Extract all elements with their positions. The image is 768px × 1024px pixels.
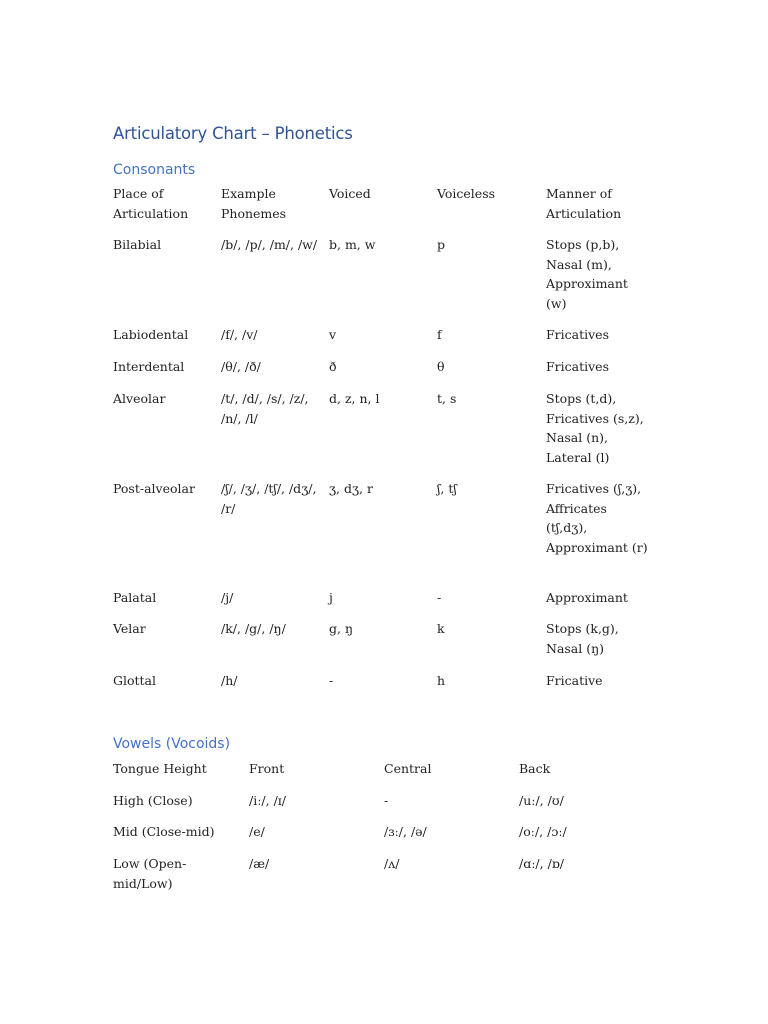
- header-manner: Manner of Articulation: [546, 186, 622, 221]
- vowels-heading: Vowels (Vocoids): [113, 736, 231, 752]
- header-back: Back: [519, 761, 551, 776]
- header-place: Place of Articulation: [113, 186, 189, 221]
- manner-cell: Fricatives: [546, 327, 609, 342]
- front-cell: /æ/: [249, 856, 270, 871]
- header-voiced: Voiced: [329, 186, 371, 201]
- phonemes-cell: /t/, /d/, /s/, /z/, /n/, /l/: [221, 391, 309, 426]
- voiced-cell: g, ŋ: [329, 621, 353, 636]
- front-cell: /iː/, /ɪ/: [249, 793, 286, 808]
- phonemes-cell: /b/, /p/, /m/, /w/: [221, 237, 318, 252]
- back-cell: /oː/, /ɔː/: [519, 824, 567, 839]
- voiced-cell: ʒ, dʒ, r: [329, 481, 373, 496]
- central-cell: /ʌ/: [384, 856, 400, 871]
- manner-cell: Fricatives: [546, 359, 609, 374]
- voiced-cell: j: [329, 590, 333, 605]
- place-cell: Alveolar: [113, 391, 166, 406]
- voiceless-cell: p: [437, 237, 446, 252]
- manner-cell: Fricative: [546, 673, 603, 688]
- page-title: Articulatory Chart – Phonetics: [113, 124, 353, 143]
- voiced-cell: ð: [329, 359, 337, 374]
- back-cell: /ɑː/, /ɒ/: [519, 856, 565, 871]
- place-cell: Interdental: [113, 359, 185, 374]
- phonemes-cell: /h/: [221, 673, 238, 688]
- header-voiceless: Voiceless: [437, 186, 496, 201]
- central-cell: -: [384, 793, 389, 808]
- phonemes-cell: /j/: [221, 590, 234, 605]
- height-cell: Low (Open-mid/Low): [113, 856, 187, 891]
- phonemes-cell: /k/, /g/, /ŋ/: [221, 621, 286, 636]
- voiceless-cell: f: [437, 327, 442, 342]
- voiced-cell: -: [329, 673, 334, 688]
- place-cell: Palatal: [113, 590, 157, 605]
- consonants-heading: Consonants: [113, 162, 196, 178]
- height-cell: Mid (Close-mid): [113, 824, 215, 839]
- place-cell: Velar: [113, 621, 146, 636]
- front-cell: /e/: [249, 824, 265, 839]
- voiceless-cell: ʃ, tʃ: [437, 481, 457, 496]
- place-cell: Post-alveolar: [113, 481, 195, 496]
- height-cell: High (Close): [113, 793, 193, 808]
- voiced-cell: v: [329, 327, 337, 342]
- header-example: Example Phonemes: [221, 186, 287, 221]
- back-cell: /uː/, /ʊ/: [519, 793, 564, 808]
- manner-cell: Stops (k,g), Nasal (ŋ): [546, 621, 619, 656]
- voiceless-cell: k: [437, 621, 445, 636]
- voiceless-cell: h: [437, 673, 446, 688]
- phonemes-cell: /θ/, /ð/: [221, 359, 261, 374]
- header-central: Central: [384, 761, 432, 776]
- place-cell: Bilabial: [113, 237, 162, 252]
- header-tongue-height: Tongue Height: [113, 761, 207, 776]
- place-cell: Labiodental: [113, 327, 189, 342]
- manner-cell: Stops (p,b), Nasal (m), Approximant (w): [546, 237, 628, 311]
- place-cell: Glottal: [113, 673, 157, 688]
- voiced-cell: d, z, n, l: [329, 391, 380, 406]
- phonemes-cell: /ʃ/, /ʒ/, /tʃ/, /dʒ/, /r/: [221, 481, 317, 516]
- header-front: Front: [249, 761, 285, 776]
- manner-cell: Approximant: [546, 590, 628, 605]
- voiceless-cell: t, s: [437, 391, 457, 406]
- voiced-cell: b, m, w: [329, 237, 376, 252]
- voiceless-cell: θ: [437, 359, 445, 374]
- central-cell: /ɜː/, /ə/: [384, 824, 427, 839]
- manner-cell: Fricatives (ʃ,ʒ), Affricates (tʃ,dʒ), Approximant (r): [546, 481, 648, 555]
- voiceless-cell: -: [437, 590, 442, 605]
- manner-cell: Stops (t,d), Fricatives (s,z), Nasal (n), Lateral (l): [546, 391, 644, 465]
- phonemes-cell: /f/, /v/: [221, 327, 258, 342]
